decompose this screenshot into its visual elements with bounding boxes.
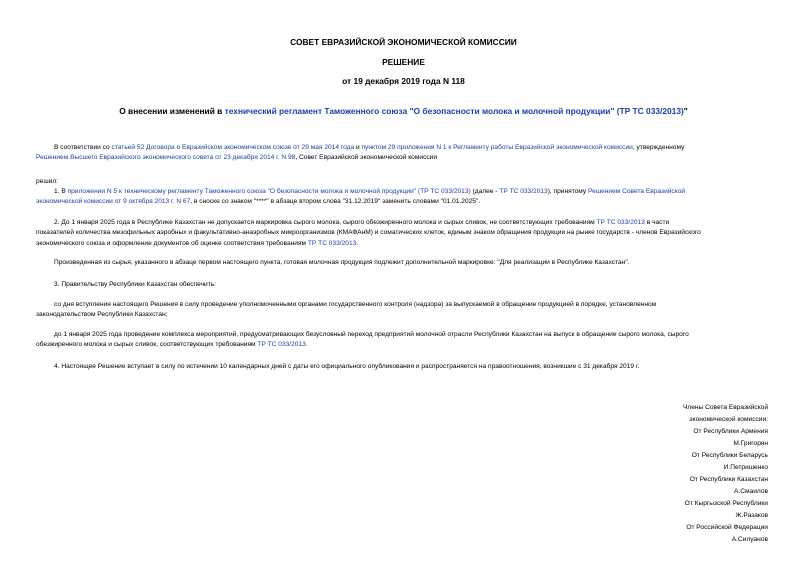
signature-intro: экономической комиссии: <box>689 416 768 423</box>
signature-line: От Кыргызской Республики <box>684 500 768 507</box>
title-prefix: О внесении изменений в <box>119 106 225 116</box>
point-2-marking-paragraph: Произведенная из сырья, указанного в абзаце первом настоящего пункта, готовая молочная продукция подлежит дополнительной маркировке: "Для реализации в Республике Казахстан". <box>54 259 630 266</box>
title-regulation-link[interactable]: технический регламент Таможенного союза "О безопасности молока и молочной продукции" (ТР ТС 033/2013) <box>224 106 684 116</box>
tr-ts-link[interactable]: ТР ТС 033/2013 <box>307 239 357 247</box>
point-3a-paragraph: со дня вступления настоящего Решения в силу проведение уполномоченными органами государственного контроля (надзора) за выпускаемой в обращение продукцией в порядке, установленном законодательством Республики Казахстан; <box>36 301 657 319</box>
point-4-paragraph: 4. Настоящее Решение вступает в силу по истечении 10 календарных дней с даты его официального опубликования и распространяется на правоотношения, возникшие с 31 декабря 2019 г. <box>54 363 640 370</box>
resolved-label: решил: <box>36 178 58 185</box>
organization-heading: СОВЕТ ЕВРАЗИЙСКОЙ ЭКОНОМИЧЕСКОЙ КОМИССИИ <box>290 37 517 47</box>
signature-line: От Российской Федерации <box>686 524 768 531</box>
document-type-heading: РЕШЕНИЕ <box>382 57 425 67</box>
date-number-heading: от 19 декабря 2019 года N 118 <box>342 76 465 86</box>
council-decision-link-a[interactable]: Решением Совета Евразийской <box>588 188 686 195</box>
tr-ts-link[interactable]: ТР ТС 033/2013 <box>499 188 548 195</box>
document-title <box>0 106 807 116</box>
tr-ts-link[interactable]: ТР ТС 033/2013 <box>257 341 306 349</box>
council-decision-link-b[interactable]: экономической комиссии от 9 октября 2013 г. N 67 <box>36 198 191 206</box>
signature-line: Ж.Разаков <box>735 512 768 519</box>
point-2-paragraph: 2. До 1 января 2025 года в Республике Казахстан не допускается маркировка сырого молока, сырого обезжиренного молока и сырых сливок, не соответствующих требованиям ТР ТС 033/2013 в части показателей количества мезофильных аэробных и факультативно-анаэробных микроорганизмов (КМАФАнМ) и соматических клеток, единым знаком обращения продукции на рынке государств - членов Евразийского экономического союза и оформление документов об оценке соответствия требованиям ТР ТС 033/2013. <box>36 219 701 247</box>
tr-ts-link[interactable]: ТР ТС 033/2013 <box>596 219 645 226</box>
treaty-article-link[interactable]: статьей 52 Договора о Евразийском экономическом союзе от 29 мая 2014 года <box>111 144 355 151</box>
signature-block <box>508 402 768 546</box>
signature-line: От Республики Армения <box>693 428 768 435</box>
point-3b-paragraph: до 1 января 2025 года проведение комплекса мероприятий, предусматривающих безусловный переход предприятий молочной отрасли Республики Казахстан на выпуск в обращение сырого молока, сырого обезжиренного молока и сырых сливок, соответствующих требованиям ТР ТС 033/2013. <box>36 331 689 349</box>
title-suffix: " <box>683 106 688 116</box>
annex-5-link[interactable]: приложении N 5 к техническому регламенту Таможенного союза "О безопасности молока и молочной продукции" (ТР ТС 033/2013) <box>67 188 471 195</box>
preamble-line-1: В соответствии со статьей 52 Договора о Евразийском экономическом союзе от 29 мая 2014 года и пунктом 29 приложения N 1 к Регламенту работы Евразийской экономической комиссии, утвержденному <box>54 144 685 151</box>
signature-line: От Республики Казахстан <box>689 476 768 483</box>
preamble-line-2: Решением Высшего Евразийского экономического совета от 23 декабря 2014 г. N 98, Совет Евразийской экономической комиссии <box>36 154 438 162</box>
regulation-clause-link[interactable]: пунктом 29 приложения N 1 к Регламенту работы Евразийской экономической комиссии <box>361 144 633 151</box>
signature-intro: Члены Совета Евразийской <box>682 404 768 411</box>
signature-line: М.Григорян <box>733 440 768 447</box>
signature-line: От Республики Беларусь <box>691 452 768 459</box>
signature-line: И.Петришенко <box>723 464 768 471</box>
point-1-paragraph: 1. В приложении N 5 к техническому регламенту Таможенного союза "О безопасности молока и молочной продукции" (ТР ТС 033/2013) (далее - ТР ТС 033/2013), принятому Решением Совета Евразийской экономической комиссии от 9 октября 2013 г. N 67, в сноске со знаком "****" в абзаце втором слова "31.12.2019" заменить словами "01.01.2025". <box>36 188 686 206</box>
signature-line: А.Силуанов <box>731 536 768 543</box>
preamble-paragraph <box>36 143 769 164</box>
point-3-paragraph: 3. Правительству Республики Казахстан обеспечить: <box>54 281 216 288</box>
supreme-council-decision-link[interactable]: Решением Высшего Евразийского экономического совета от 23 декабря 2014 г. N 98 <box>36 154 296 162</box>
signature-line: А.Смаилов <box>734 488 768 495</box>
